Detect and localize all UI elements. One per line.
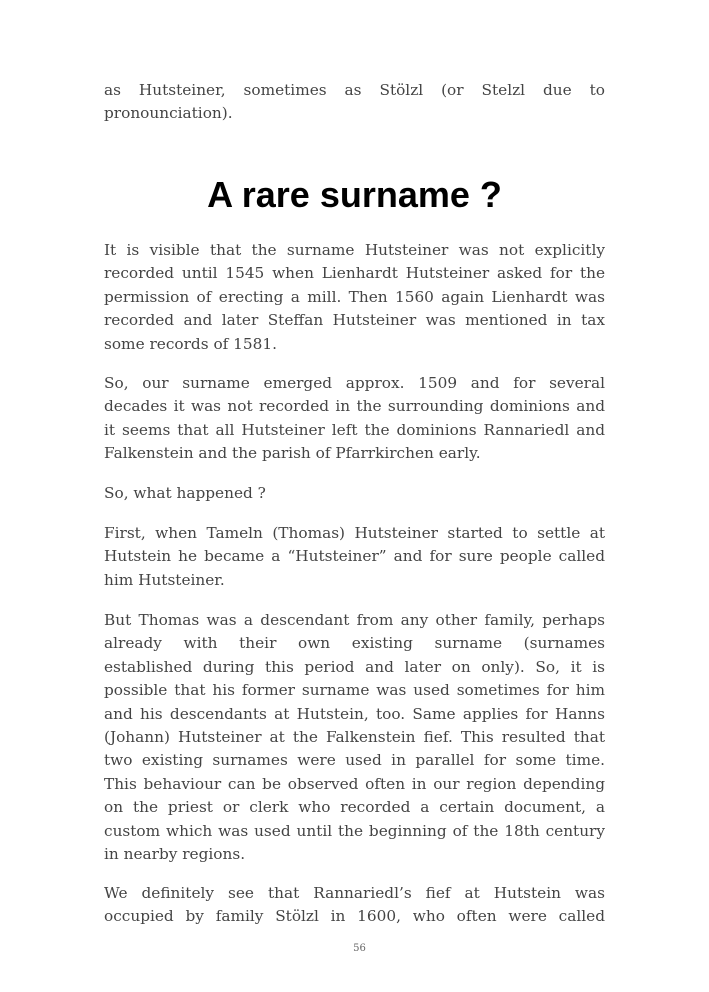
text-line: We definitely see that Rannariedl’s fief at Hutstein was bbox=[104, 884, 605, 902]
text-line: This behaviour can be observed often in our region depending bbox=[104, 774, 605, 793]
text-line: decades it was not recorded in the surrounding dominions and bbox=[104, 397, 605, 416]
text-line: First, when Tameln (Thomas) Hutsteiner started to settle at bbox=[104, 524, 605, 542]
text-line: (Johann) Hutsteiner at the Falkenstein fief. This resulted that bbox=[104, 727, 605, 746]
text-line: custom which was used until the beginning of the 18th century bbox=[104, 821, 605, 840]
paragraph bbox=[104, 239, 605, 356]
text-line: occupied by family Stölzl in 1600, who often were called bbox=[104, 907, 605, 926]
text-line: him Hutsteiner. bbox=[104, 570, 225, 589]
paragraph bbox=[104, 882, 605, 929]
page-number: 56 bbox=[353, 943, 366, 954]
text-line: recorded and later Steffan Hutsteiner was mentioned in tax bbox=[104, 311, 605, 330]
text-line: on the priest or clerk who recorded a certain document, a bbox=[104, 798, 605, 817]
text-line: it seems that all Hutsteiner left the dominions Rannariedl and bbox=[104, 420, 605, 439]
text-line: recorded until 1545 when Lienhardt Hutsteiner asked for the bbox=[104, 264, 605, 283]
paragraph bbox=[104, 372, 605, 466]
text-line: two existing surnames were used in parallel for some time. bbox=[104, 751, 605, 770]
text-line: and his descendants at Hutstein, too. Same applies for Hanns bbox=[104, 704, 605, 723]
text-line: as Hutsteiner, sometimes as Stölzl (or Stelzl due to bbox=[104, 81, 605, 99]
text-line: established during this period and later on only). So, it is bbox=[104, 657, 605, 676]
text-line: already with their own existing surname (surnames bbox=[104, 634, 605, 653]
text-line: possible that his former surname was used sometimes for him bbox=[104, 681, 605, 700]
text-line: pronounciation). bbox=[104, 104, 233, 123]
paragraph bbox=[104, 522, 605, 592]
text-line: So, our surname emerged approx. 1509 and for several bbox=[104, 374, 605, 392]
text-line: Falkenstein and the parish of Pfarrkirchen early. bbox=[104, 444, 481, 463]
text-line: So, what happened ? bbox=[104, 484, 266, 502]
text-line: permission of erecting a mill. Then 1560 again Lienhardt was bbox=[104, 287, 605, 306]
text-line: in nearby regions. bbox=[104, 844, 246, 863]
paragraph bbox=[104, 482, 605, 505]
text-line: Hutstein he became a “Hutsteiner” and for sure people called bbox=[104, 547, 605, 566]
text-line: some records of 1581. bbox=[104, 334, 277, 353]
text-line: But Thomas was a descendant from any other family, perhaps bbox=[104, 611, 605, 629]
text-line: It is visible that the surname Hutsteiner was not explicitly bbox=[104, 241, 605, 259]
section-heading: A rare surname ? bbox=[207, 174, 502, 215]
paragraph bbox=[104, 609, 605, 866]
paragraph-continued bbox=[104, 79, 605, 126]
